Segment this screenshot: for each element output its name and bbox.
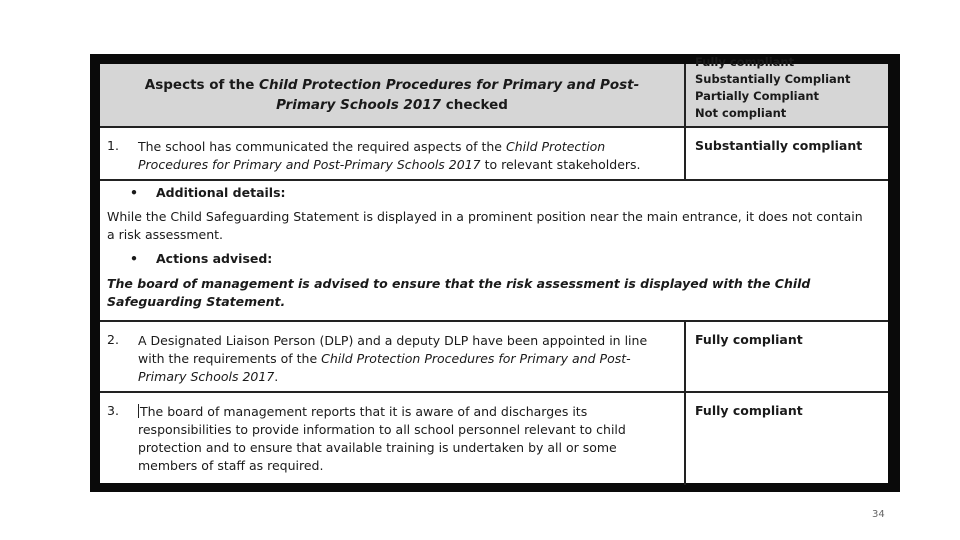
- details-bullet: • Additional details:: [130, 185, 286, 200]
- document-image-frame: [90, 54, 900, 492]
- details-text: While the Child Safeguarding Statement is displayed in a prominent position near the main entrance, it does not contain a risk assessment.: [107, 209, 863, 242]
- row-rating: Substantially compliant: [695, 138, 863, 153]
- row-statement: The board of management reports that it is aware of and discharges its responsibilities to provide information to all school personnel relevant to child protection and to ensure that available training is undertaken by all or some members of staff as required.: [138, 404, 626, 473]
- scale-substantially: Substantially Compliant: [695, 72, 851, 86]
- compliance-table: [100, 55, 888, 483]
- actions-bullet: • Actions advised:: [130, 251, 273, 266]
- rating-scale: [686, 55, 888, 126]
- details-section: [100, 181, 888, 322]
- row-number: 3.: [107, 403, 119, 418]
- table-header-row: [100, 55, 888, 128]
- scale-not: Not compliant: [695, 106, 787, 120]
- scale-partially: Partially Compliant: [695, 89, 820, 103]
- row-number: 2.: [107, 332, 119, 347]
- row-statement: A Designated Liaison Person (DLP) and a deputy DLP have been appointed in line with the requirements of the Child Protection Procedures for Primary and Post-Primary Schools 2017.: [138, 333, 648, 384]
- text-cursor: [138, 404, 139, 418]
- table-row: [100, 128, 888, 181]
- row-number: 1.: [107, 138, 119, 153]
- actions-text: The board of management is advised to ensure that the risk assessment is displayed with the Child Safeguarding Statement.: [107, 276, 811, 309]
- table-row: [100, 393, 888, 485]
- row-statement: The school has communicated the required aspects of the Child Protection Procedures for Primary and Post-Primary Schools 2017 to relevant stakeholders.: [138, 139, 641, 172]
- scale-fully: Fully compliant: [695, 55, 795, 69]
- row-rating: Fully compliant: [695, 403, 803, 418]
- header-title: Aspects of the Child Protection Procedures for Primary and Post-Primary Schools 2017 checked: [100, 64, 686, 126]
- row-rating: Fully compliant: [695, 332, 803, 347]
- page-number: 34: [872, 509, 885, 520]
- table-row: [100, 322, 888, 393]
